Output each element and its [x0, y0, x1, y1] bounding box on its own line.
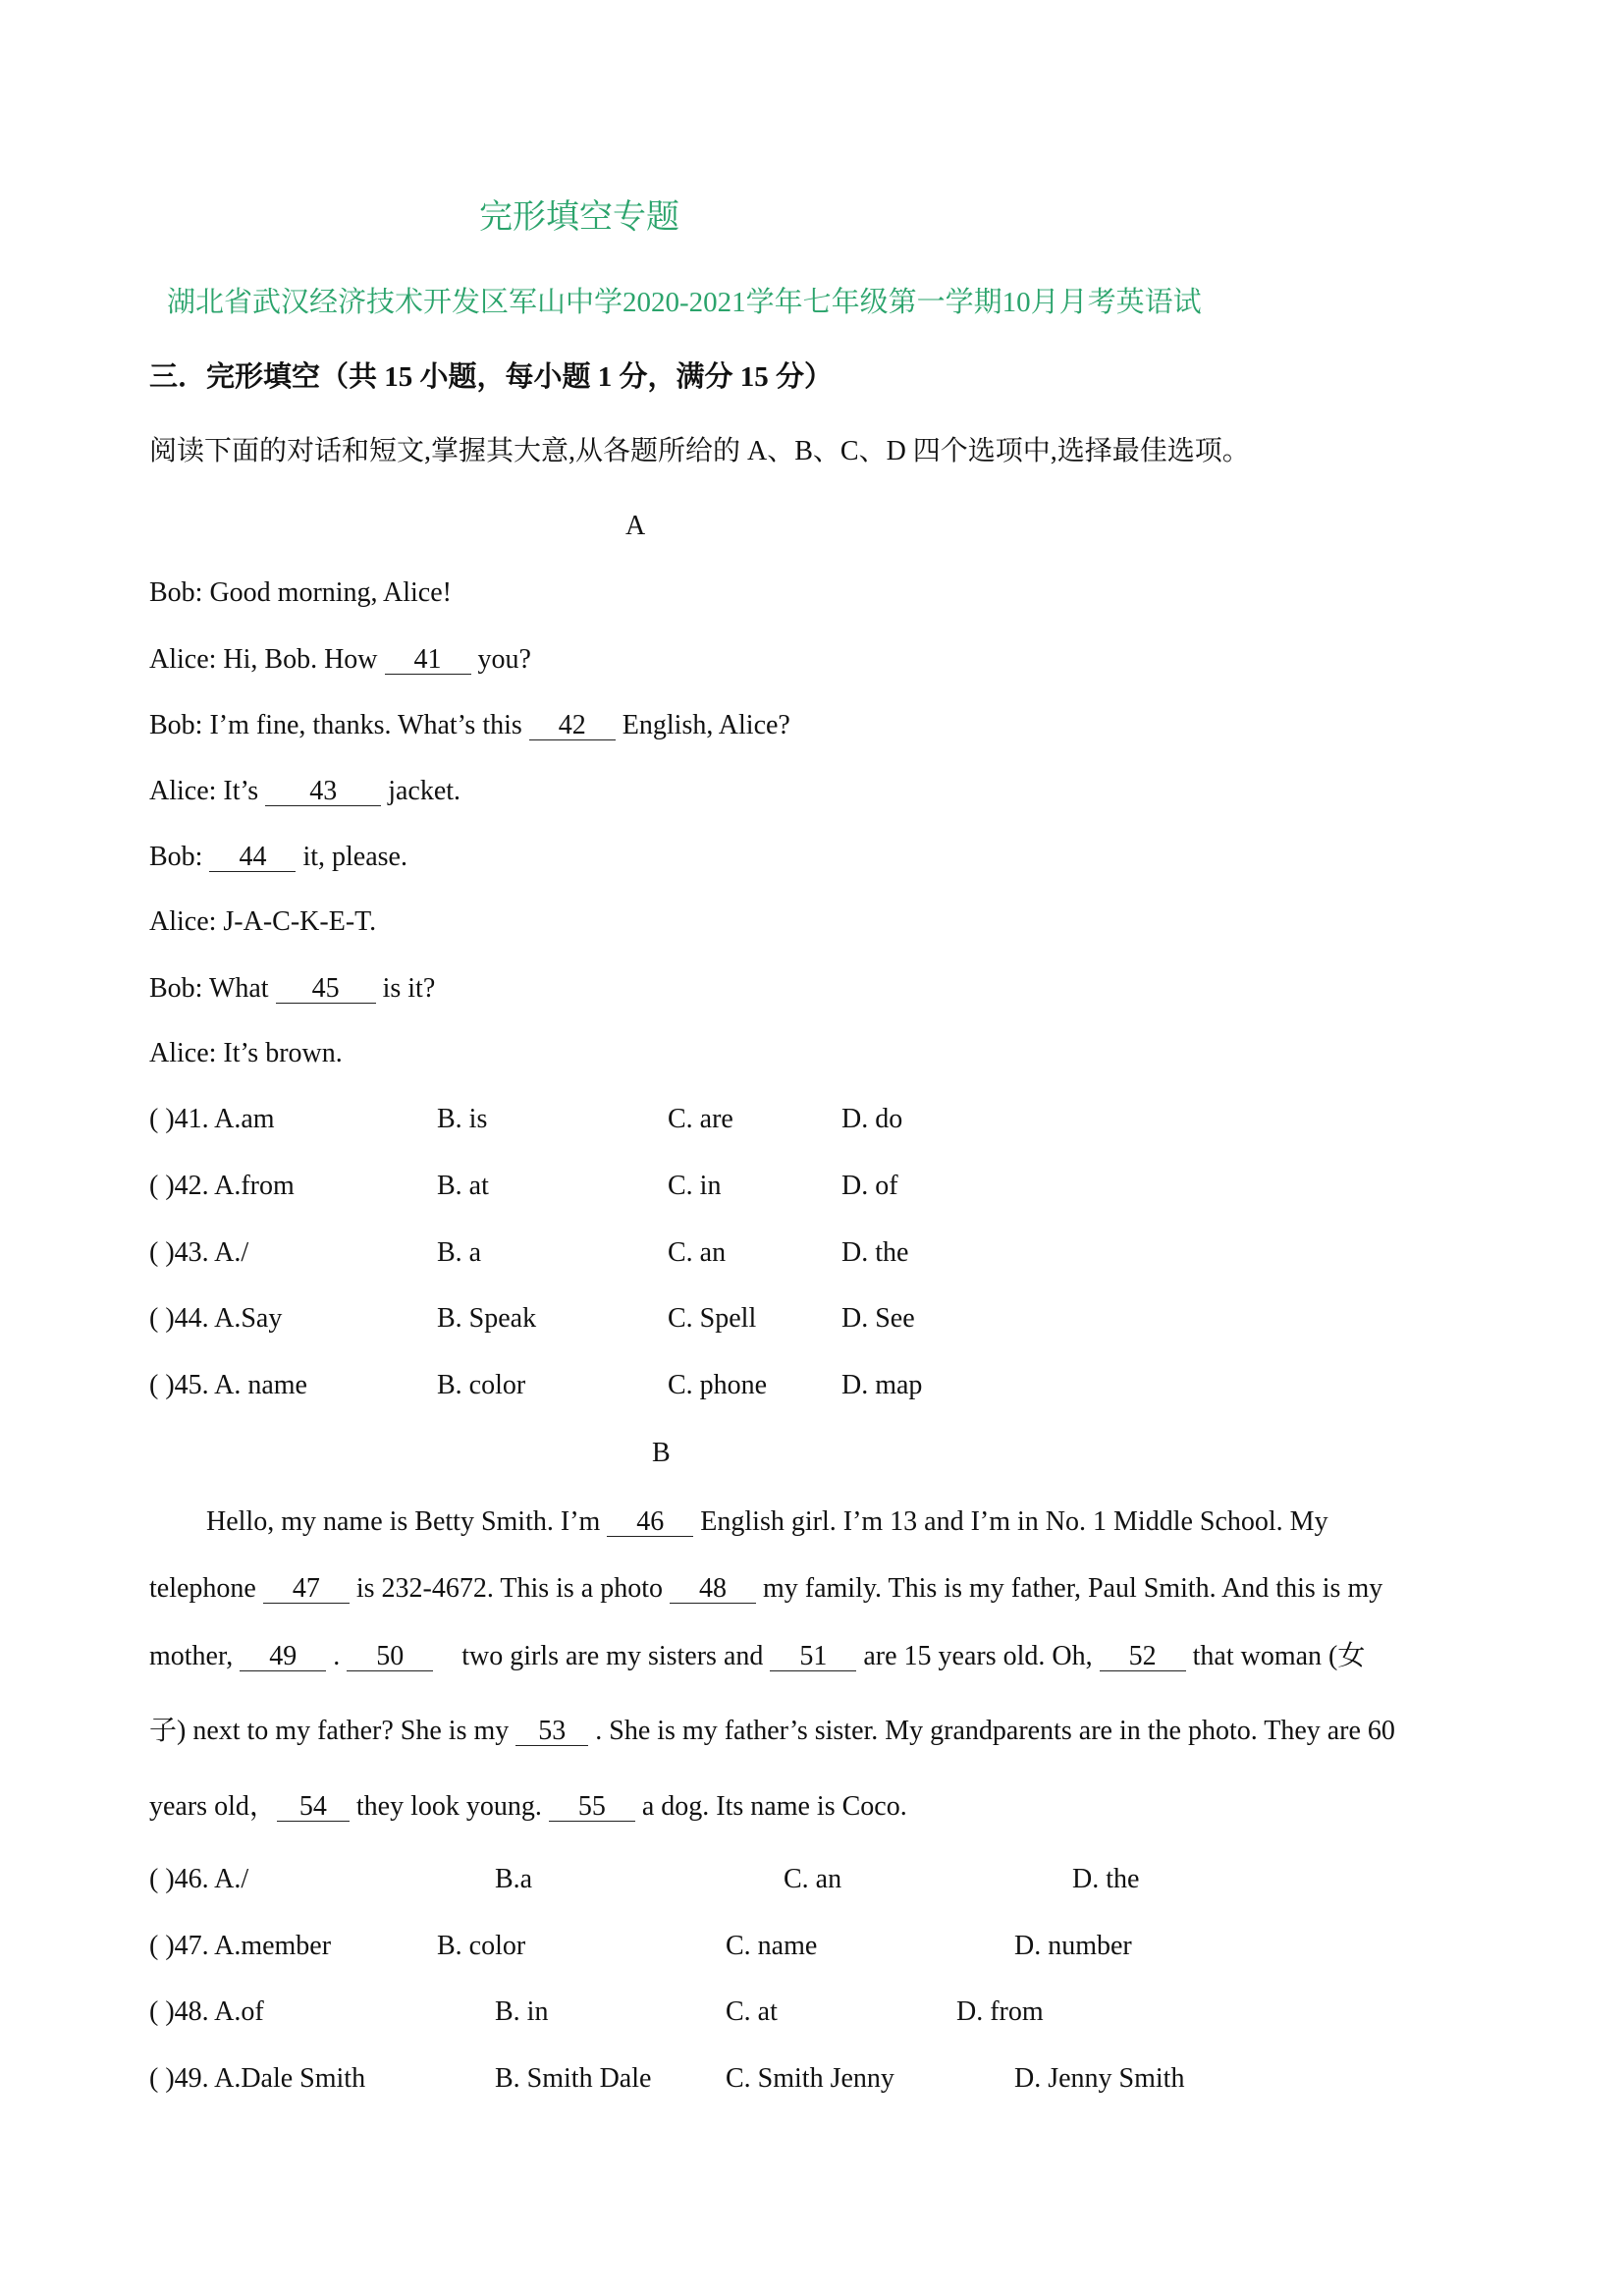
- text-segment: jacket.: [381, 776, 461, 806]
- blank-47: 47: [263, 1574, 350, 1604]
- text-segment: 子) next to my father? She is my: [149, 1716, 516, 1746]
- text-segment: D. the: [841, 1237, 909, 1268]
- dialogue-line: [149, 645, 531, 675]
- text-segment: B. a: [437, 1237, 482, 1268]
- blank-53: 53: [515, 1717, 588, 1746]
- dialogue-line: [149, 843, 407, 872]
- text-segment: D. do: [841, 1104, 903, 1134]
- blank-48: 48: [670, 1574, 756, 1604]
- text-segment: Hello, my name is Betty Smith. I’m: [206, 1506, 608, 1537]
- text-segment: .: [326, 1641, 348, 1671]
- text-segment: are 15 years old. Oh,: [856, 1641, 1100, 1671]
- text-segment: ( )41. A.am: [149, 1104, 275, 1134]
- dialogue-line: [149, 777, 460, 806]
- blank-55: 55: [549, 1792, 635, 1822]
- blank-49: 49: [240, 1642, 326, 1671]
- text-segment: ( )45. A. name: [149, 1370, 307, 1400]
- text-segment: D. from: [956, 1996, 1044, 2027]
- text-segment: ( )44. A.Say: [149, 1303, 283, 1334]
- blank-45: 45: [276, 974, 376, 1004]
- blank-51: 51: [770, 1642, 856, 1671]
- text-segment: C. an: [668, 1237, 727, 1268]
- text-segment: it, please.: [296, 842, 407, 872]
- text-segment: English girl. I’m 13 and I’m in No. 1 Middle School. My: [693, 1506, 1328, 1537]
- text-segment: a dog. Its name is Coco.: [634, 1791, 907, 1822]
- text-segment: years old，: [149, 1791, 277, 1822]
- text-segment: B. at: [437, 1171, 489, 1201]
- text-segment: ( )47. A.member: [149, 1931, 332, 1961]
- text-segment: Bob: I’m fine, thanks. What’s this: [149, 710, 529, 740]
- text-segment: C. an: [784, 1864, 842, 1894]
- text-segment: you?: [470, 644, 531, 675]
- passage-line: [149, 1792, 907, 1822]
- passage-line: [149, 1717, 1395, 1746]
- text-segment: ( )49. A.Dale Smith: [149, 2063, 366, 2094]
- text-segment: they look young.: [349, 1791, 549, 1822]
- dialogue-line: [149, 1040, 343, 1067]
- text-segment: C. Spell: [668, 1303, 757, 1334]
- text-segment: B. in: [495, 1996, 549, 2027]
- text-segment: Bob:: [149, 842, 210, 872]
- text-segment: D. Jenny Smith: [1014, 2063, 1185, 2094]
- text-segment: Alice: J-A-C-K-E-T.: [149, 906, 377, 937]
- passage-line: [149, 1642, 1365, 1671]
- text-segment: D. See: [841, 1303, 915, 1334]
- exam-source: 湖北省武汉经济技术开发区军山中学2020-2021学年七年级第一学期10月月考英语试: [167, 287, 1202, 318]
- text-segment: B. color: [437, 1370, 526, 1400]
- blank-46: 46: [607, 1507, 693, 1537]
- text-segment: English, Alice?: [615, 710, 790, 740]
- document-title: 完形填空专题: [479, 199, 679, 236]
- text-segment: is 232-4672. This is a photo: [349, 1573, 670, 1604]
- text-segment: C. Smith Jenny: [726, 2063, 894, 2094]
- blank-42: 42: [529, 711, 616, 740]
- text-segment: D. of: [841, 1171, 898, 1201]
- text-segment: D. number: [1014, 1931, 1132, 1961]
- part-b-label: B: [652, 1438, 671, 1468]
- dialogue-line: [149, 711, 790, 740]
- text-segment: C. phone: [668, 1370, 768, 1400]
- blank-44: 44: [209, 843, 296, 872]
- text-segment: ( )48. A.of: [149, 1996, 264, 2027]
- text-segment: Alice: It’s: [149, 776, 266, 806]
- text-segment: B. Speak: [437, 1303, 537, 1334]
- text-segment: mother,: [149, 1641, 241, 1671]
- blank-52: 52: [1100, 1642, 1186, 1671]
- text-segment: B. is: [437, 1104, 488, 1134]
- text-segment: C. name: [726, 1931, 818, 1961]
- text-segment: . She is my father’s sister. My grandparents are in the photo. They are 60: [588, 1716, 1395, 1746]
- text-segment: Bob: Good morning, Alice!: [149, 577, 452, 608]
- text-segment: is it?: [375, 973, 436, 1004]
- text-segment: Alice: Hi, Bob. How: [149, 644, 385, 675]
- passage-line: [206, 1507, 1328, 1537]
- passage-line: [149, 1574, 1382, 1604]
- text-segment: telephone: [149, 1573, 263, 1604]
- text-segment: B. color: [437, 1931, 526, 1961]
- part-a-label: A: [625, 511, 646, 541]
- text-segment: D. the: [1072, 1864, 1140, 1894]
- text-segment: ( )43. A./: [149, 1237, 249, 1268]
- text-segment: my family. This is my father, Paul Smith. And this is my: [756, 1573, 1383, 1604]
- blank-43: 43: [265, 777, 381, 806]
- text-segment: B.a: [495, 1864, 533, 1894]
- dialogue-line: [149, 974, 435, 1004]
- instructions: 阅读下面的对话和短文,掌握其大意,从各题所给的 A、B、C、D 四个选项中,选择最佳选项。: [149, 436, 1250, 466]
- text-segment: B. Smith Dale: [495, 2063, 652, 2094]
- section-heading: 三．完形填空（共 15 小题，每小题 1 分，满分 15 分）: [149, 361, 834, 393]
- text-segment: ( )46. A./: [149, 1864, 249, 1894]
- text-segment: Alice: It’s brown.: [149, 1038, 343, 1068]
- blank-54: 54: [277, 1792, 350, 1822]
- text-segment: C. in: [668, 1171, 722, 1201]
- blank-50: 50: [347, 1642, 433, 1671]
- text-segment: two girls are my sisters and: [455, 1641, 771, 1671]
- text-segment: D. map: [841, 1370, 923, 1400]
- text-segment: C. at: [726, 1996, 778, 2027]
- blank-41: 41: [385, 645, 471, 675]
- text-segment: Bob: What: [149, 973, 276, 1004]
- dialogue-line: [149, 908, 376, 936]
- text-segment: C. are: [668, 1104, 733, 1134]
- text-segment: that woman (女: [1185, 1641, 1366, 1671]
- dialogue-line: [149, 579, 452, 607]
- text-segment: ( )42. A.from: [149, 1171, 295, 1201]
